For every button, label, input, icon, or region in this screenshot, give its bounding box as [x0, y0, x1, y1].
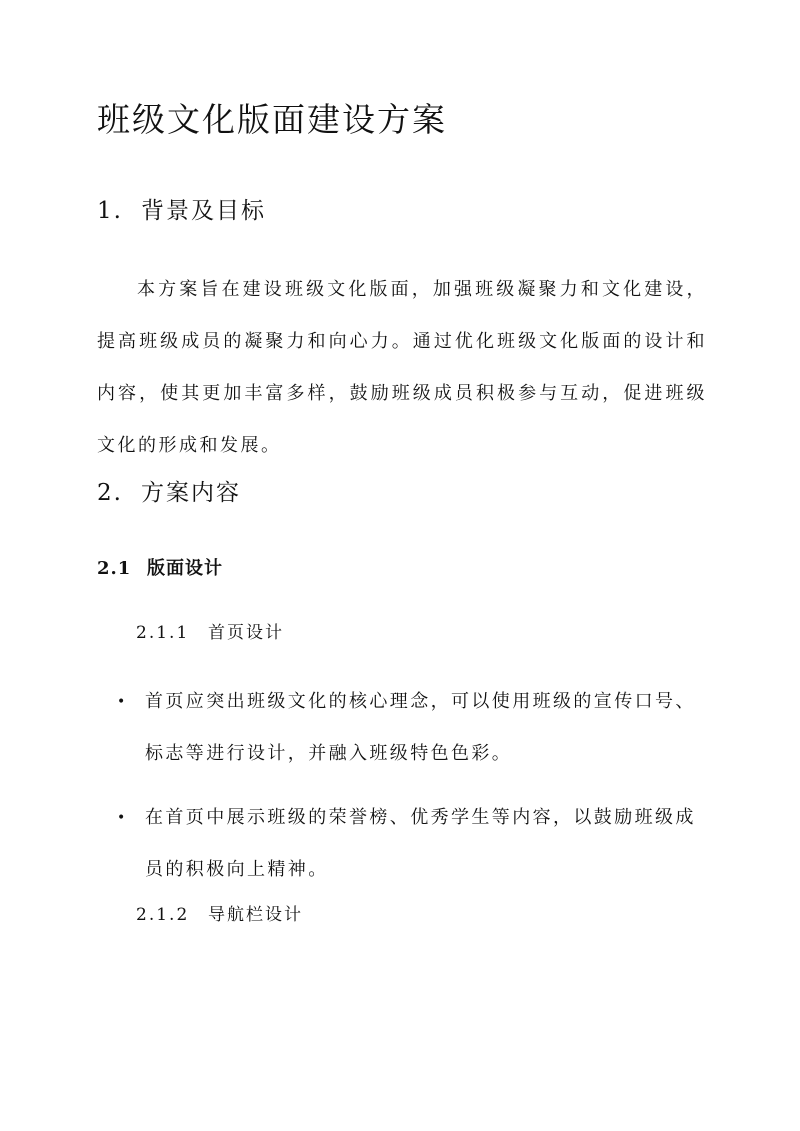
item-title: 导航栏设计: [208, 905, 303, 925]
homepage-bullet-list: [97, 676, 707, 908]
section-title: 方案内容: [141, 480, 241, 506]
section-title: 背景及目标: [141, 198, 266, 224]
subsection-heading-layout-design: [97, 556, 223, 582]
item-number: 2.1.1: [136, 623, 190, 643]
item-title: 首页设计: [208, 623, 284, 643]
subsection-number: 2.1: [97, 558, 132, 579]
section-number: 2.: [97, 480, 123, 506]
item-heading-navbar-design: [136, 902, 303, 928]
section-number: 1.: [97, 198, 123, 224]
background-paragraph: 本方案旨在建设班级文化版面，加强班级凝聚力和文化建设，提高班级成员的凝聚力和向心力。通过优化班级文化版面的设计和内容，使其更加丰富多样，鼓励班级成员积极参与互动，促进班级文化的形成和发展。: [97, 279, 707, 456]
document-title: 班级文化版面建设方案: [97, 100, 447, 139]
item-heading-homepage-design: [136, 620, 284, 646]
list-item: [97, 792, 705, 896]
item-number: 2.1.2: [136, 905, 190, 925]
subsection-title: 版面设计: [147, 558, 223, 579]
list-item: [97, 676, 705, 780]
bullet-text: 首页应突出班级文化的核心理念，可以使用班级的宣传口号、标志等进行设计，并融入班级特色色彩。: [145, 691, 696, 764]
section-heading-background: [97, 196, 266, 226]
section-heading-plan-content: [97, 478, 241, 508]
bullet-text: 在首页中展示班级的荣誉榜、优秀学生等内容，以鼓励班级成员的积极向上精神。: [145, 807, 696, 880]
bullet-icon: •: [117, 810, 128, 826]
bullet-icon: •: [117, 694, 128, 710]
